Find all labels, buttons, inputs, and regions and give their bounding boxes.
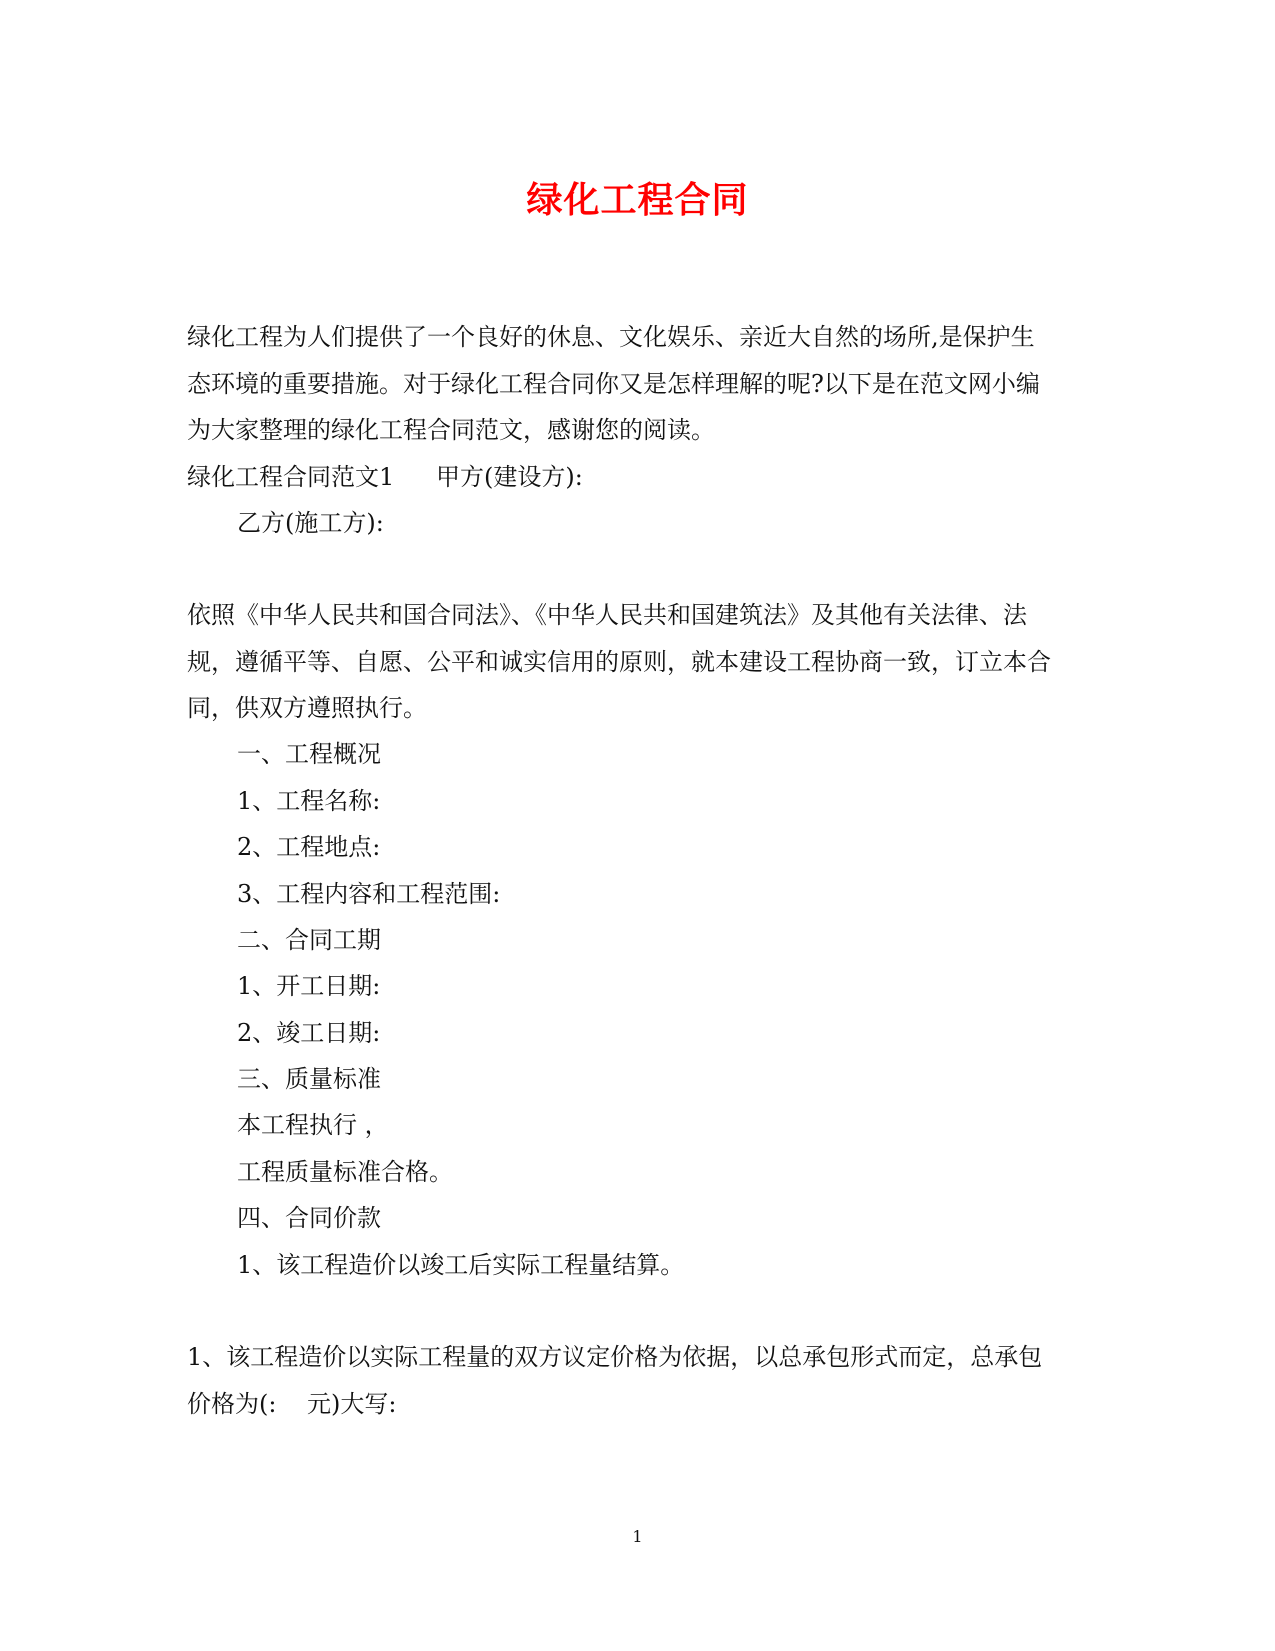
sample-heading: 绿化工程合同范文1	[187, 463, 395, 491]
intro-line-3: 为大家整理的绿化工程合同范文，感谢您的阅读。	[187, 416, 715, 444]
section-item-completion-date: 2、竣工日期:	[237, 1019, 381, 1047]
section-heading-quality: 三、质量标准	[237, 1065, 381, 1093]
price-clause-line-2: 价格为(: 元)大写:	[187, 1390, 397, 1418]
preamble-line-2: 规，遵循平等、自愿、公平和诚实信用的原则，就本建设工程协商一致，订立本合	[187, 648, 1051, 676]
page-number: 1	[632, 1527, 643, 1546]
section-heading-price: 四、合同价款	[237, 1204, 381, 1232]
section-item-project-location: 2、工程地点:	[237, 833, 381, 861]
preamble-line-3: 同，供双方遵照执行。	[187, 694, 427, 722]
price-clause-line-1: 1、该工程造价以实际工程量的双方议定价格为依据，以总承包形式而定，总承包	[187, 1343, 1043, 1371]
section-item-start-date: 1、开工日期:	[237, 972, 381, 1000]
intro-line-1: 绿化工程为人们提供了一个良好的休息、文化娱乐、亲近大自然的场所,是保护生	[187, 323, 1035, 351]
section-heading-duration: 二、合同工期	[237, 926, 381, 954]
intro-line-2: 态环境的重要措施。对于绿化工程合同你又是怎样理解的呢?以下是在范文网小编	[187, 370, 1040, 398]
section-heading-overview: 一、工程概况	[237, 740, 381, 768]
section-item-project-name: 1、工程名称:	[237, 787, 381, 815]
party-b-label: 乙方(施工方):	[237, 509, 384, 537]
section-item-standard: 本工程执行 ，	[237, 1111, 389, 1139]
section-item-quality-pass: 工程质量标准合格。	[237, 1158, 453, 1186]
section-item-price-settlement: 1、该工程造价以竣工后实际工程量结算。	[237, 1251, 685, 1279]
preamble-line-1: 依照《中华人民共和国合同法》、《中华人民共和国建筑法》及其他有关法律、法	[187, 601, 1027, 629]
section-item-project-scope: 3、工程内容和工程范围:	[237, 880, 501, 908]
party-a-label: 甲方(建设方):	[436, 463, 583, 491]
document-title: 绿化工程合同	[526, 179, 749, 221]
